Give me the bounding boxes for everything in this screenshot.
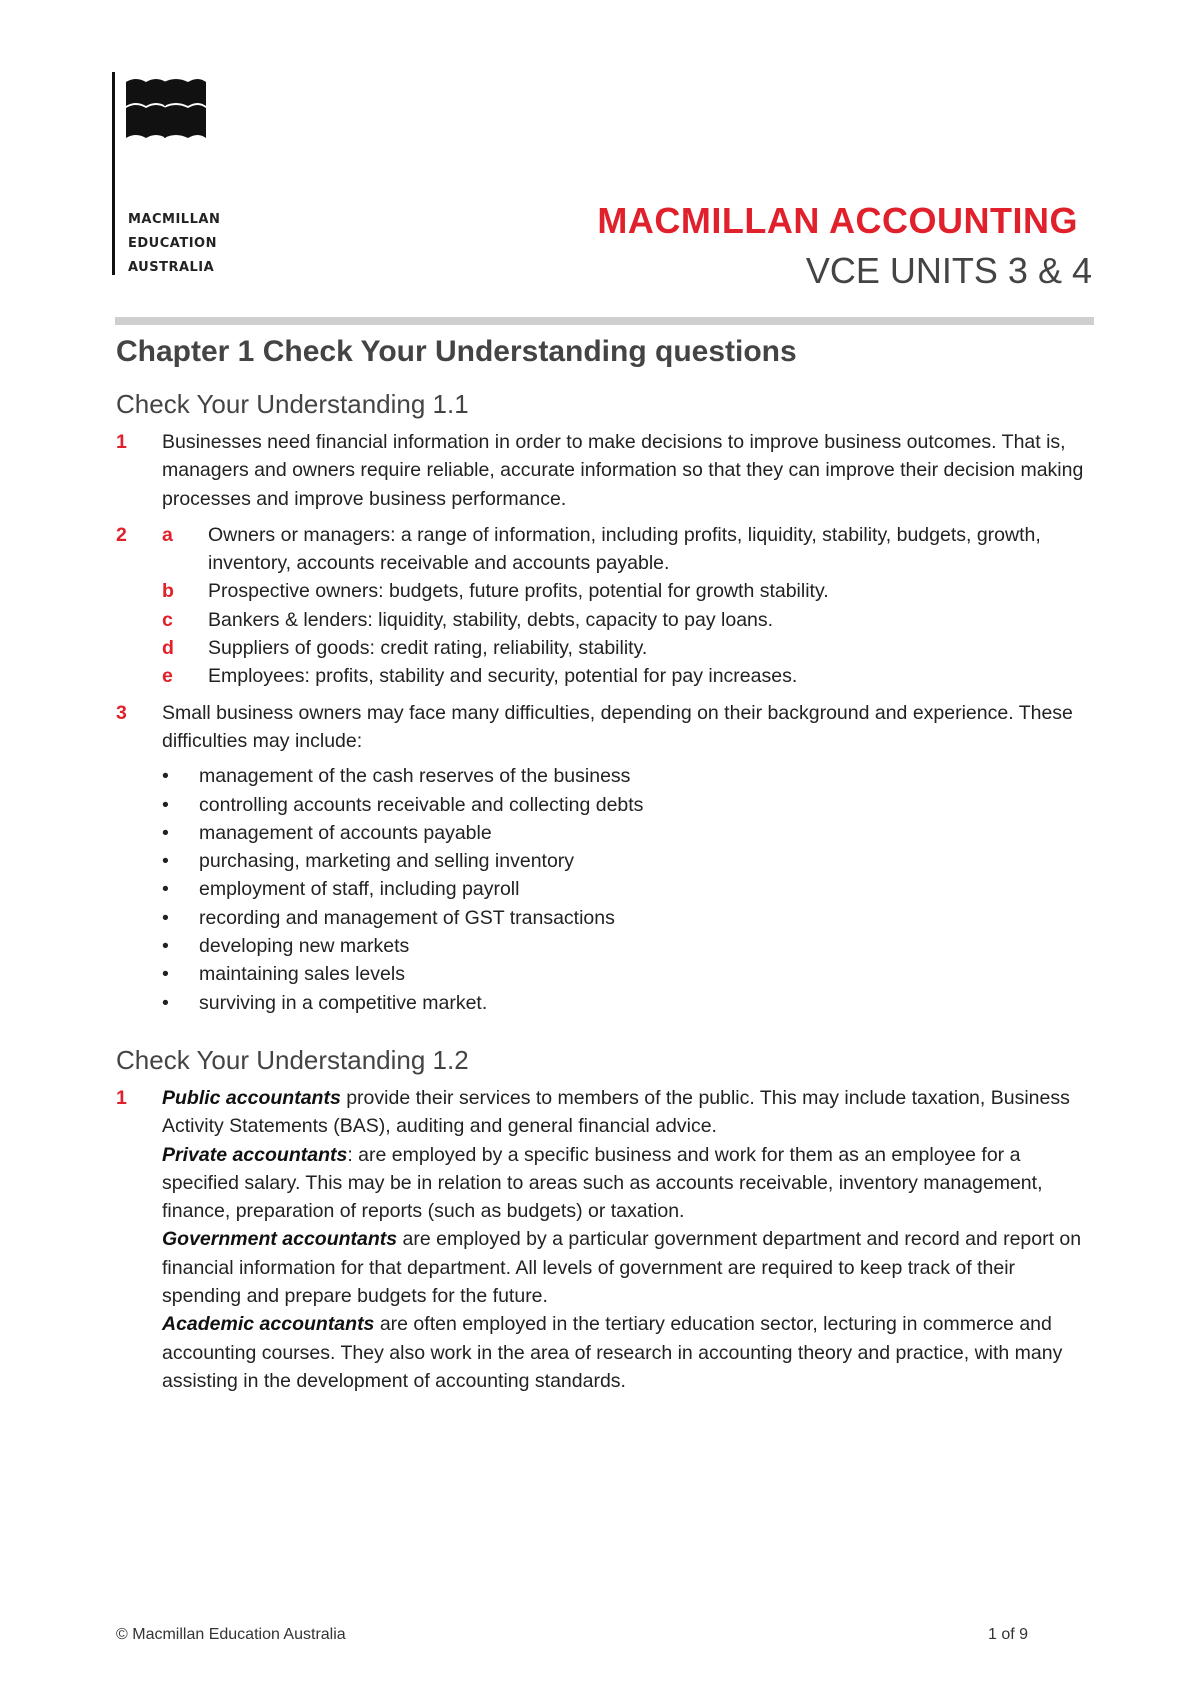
sub-answer — [162, 521, 1096, 578]
question-number: 1 — [116, 431, 127, 453]
footer-copyright: © Macmillan Education Australia — [116, 1626, 346, 1643]
answer-paragraph — [162, 1310, 1096, 1395]
sub-answer-text: Suppliers of goods: credit rating, reliability, stability. — [208, 637, 648, 660]
question-number: 1 — [116, 1086, 127, 1109]
page-number: 1 of 9 — [988, 1626, 1029, 1643]
bullet-icon: • — [162, 765, 169, 788]
sub-answer — [162, 662, 1096, 690]
term-label: Private accountants — [162, 1143, 348, 1166]
publisher-line: AUSTRALIA — [128, 260, 215, 275]
answer-paragraph — [162, 1141, 1096, 1226]
bullet-icon: • — [162, 906, 169, 929]
sub-answer-letter: c — [162, 608, 173, 631]
section-title: Check Your Understanding 1.2 — [116, 1044, 469, 1075]
header-rule — [115, 317, 1094, 325]
answer-paragraph — [162, 1225, 1096, 1310]
sub-answer — [162, 634, 1096, 662]
list-item — [162, 791, 1096, 819]
sub-answer-letter: a — [162, 523, 173, 546]
publisher-line: EDUCATION — [128, 236, 217, 251]
question-number: 2 — [116, 523, 127, 546]
term-description: : are employed by a specific business and work for them as an employee for a specified salary. This may be in relation to areas such as accounts receivable, inventory management, finance, preparation of reports (such as budgets) or taxation. — [162, 1143, 1043, 1223]
sub-answer-text: Employees: profits, stability and security, potential for pay increases. — [208, 665, 798, 688]
question-item — [116, 1084, 1096, 1395]
list-item — [162, 847, 1096, 875]
list-item-text: purchasing, marketing and selling inventory — [199, 850, 575, 873]
bullet-icon: • — [162, 991, 169, 1014]
list-item — [162, 819, 1096, 847]
sub-answer — [162, 577, 1096, 605]
list-item-text: recording and management of GST transactions — [199, 906, 615, 929]
bullet-icon: • — [162, 793, 169, 816]
list-item — [162, 904, 1096, 932]
question-item — [116, 428, 1096, 513]
sub-answer-letter: e — [162, 665, 173, 688]
logo-divider — [112, 72, 115, 275]
sub-answer — [162, 606, 1096, 634]
bullet-icon: • — [162, 850, 169, 873]
list-item — [162, 989, 1096, 1017]
term-label: Academic accountants — [162, 1313, 375, 1336]
answer-text: Businesses need financial information in order to make decisions to improve business outcomes. That is, managers and owners require reliable, accurate information so that they can improve their decision making processes and improve business performance. — [162, 431, 1084, 510]
sub-answer-letter: d — [162, 637, 174, 660]
section-title: Check Your Understanding 1.1 — [116, 389, 469, 419]
term-description: provide their services to members of the public. This may include taxation, Business Activity Statements (BAS), auditing and general financial advice. — [162, 1086, 1070, 1138]
publisher-name — [128, 208, 220, 280]
bullet-icon: • — [162, 821, 169, 844]
answer-paragraph — [162, 1084, 1096, 1141]
question-item — [116, 521, 1096, 691]
sub-answer-text: Bankers & lenders: liquidity, stability, debts, capacity to pay loans. — [208, 608, 774, 631]
question-number: 3 — [116, 701, 127, 724]
bullet-icon: • — [162, 963, 169, 986]
list-item-text: management of the cash reserves of the business — [199, 765, 631, 788]
term-description: are often employed in the tertiary education sector, lecturing in commerce and accounting courses. They also work in the area of research in accounting theory and practice, with many assisting in the development of accounting standards. — [162, 1313, 1063, 1392]
list-item-text: developing new markets — [199, 935, 410, 958]
main-content — [116, 331, 1096, 1395]
bullet-list — [162, 762, 1096, 1017]
book-title: MACMILLAN ACCOUNTING — [597, 200, 1078, 241]
question-item — [116, 699, 1096, 1017]
sub-answer-text: Owners or managers: a range of information, including profits, liquidity, stability, budgets, growth, inventory, accounts receivable and accounts payable. — [208, 523, 1041, 575]
sub-answer-text: Prospective owners: budgets, future profits, potential for growth stability. — [208, 580, 829, 603]
sub-answer-letter: b — [162, 580, 174, 603]
chapter-title: Chapter 1 Check Your Understanding questions — [116, 335, 797, 368]
list-item — [162, 762, 1096, 790]
macmillan-logo-icon — [124, 76, 208, 144]
publisher-line: MACMILLAN — [128, 212, 221, 227]
bullet-icon: • — [162, 935, 169, 958]
list-item-text: employment of staff, including payroll — [199, 878, 520, 901]
list-item-text: surviving in a competitive market. — [199, 991, 488, 1014]
answer-text: Small business owners may face many difficulties, depending on their background and experience. These difficulties may include: — [162, 701, 1073, 752]
list-item — [162, 875, 1096, 903]
book-subtitle: VCE UNITS 3 & 4 — [805, 250, 1092, 291]
list-item — [162, 932, 1096, 960]
bullet-icon: • — [162, 878, 169, 901]
list-item — [162, 960, 1096, 988]
list-item-text: maintaining sales levels — [199, 963, 405, 986]
term-label: Government accountants — [162, 1228, 398, 1251]
term-label: Public accountants — [162, 1086, 341, 1109]
list-item-text: management of accounts payable — [199, 821, 492, 844]
term-description: are employed by a particular government department and record and report on financial information for that department. All levels of government are required to keep track of their spending and prepare budgets for the future. — [162, 1228, 1082, 1308]
list-item-text: controlling accounts receivable and collecting debts — [199, 793, 644, 816]
